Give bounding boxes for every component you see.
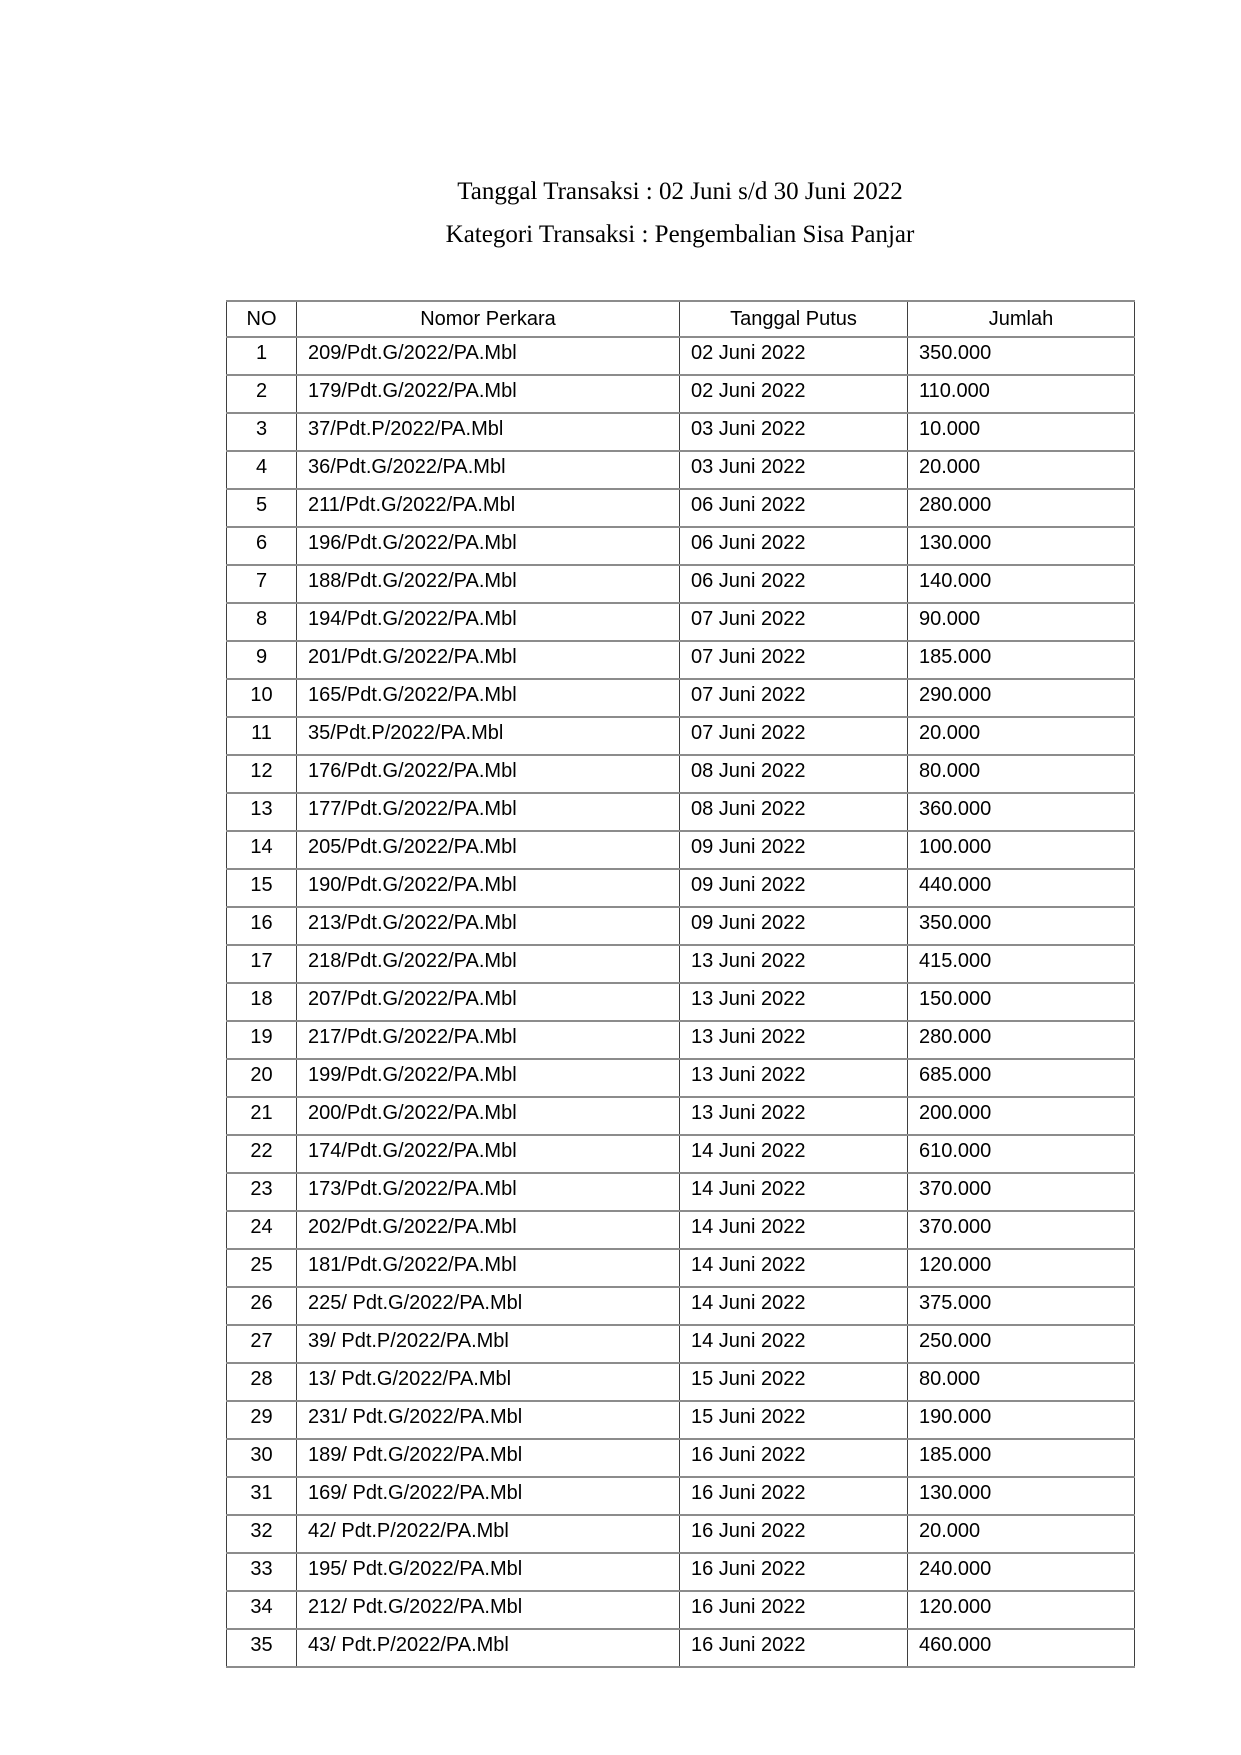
transaction-table — [226, 300, 1135, 1668]
cell-no: 33 — [227, 1553, 297, 1591]
cell-no: 16 — [227, 907, 297, 945]
cell-no: 23 — [227, 1173, 297, 1211]
cell-tanggal-putus: 14 Juni 2022 — [680, 1287, 908, 1325]
cell-no: 27 — [227, 1325, 297, 1363]
cell-jumlah: 350.000 — [908, 907, 1135, 945]
cell-nomor-perkara: 199/Pdt.G/2022/PA.Mbl — [297, 1059, 680, 1097]
cell-tanggal-putus: 16 Juni 2022 — [680, 1439, 908, 1477]
cell-no: 35 — [227, 1629, 297, 1667]
cell-no: 4 — [227, 451, 297, 489]
cell-tanggal-putus: 15 Juni 2022 — [680, 1363, 908, 1401]
cell-nomor-perkara: 165/Pdt.G/2022/PA.Mbl — [297, 679, 680, 717]
cell-jumlah: 185.000 — [908, 641, 1135, 679]
cell-jumlah: 80.000 — [908, 1363, 1135, 1401]
cell-no: 13 — [227, 793, 297, 831]
cell-nomor-perkara: 196/Pdt.G/2022/PA.Mbl — [297, 527, 680, 565]
cell-no: 34 — [227, 1591, 297, 1629]
cell-no: 2 — [227, 375, 297, 413]
table-row — [227, 641, 1135, 679]
cell-jumlah: 240.000 — [908, 1553, 1135, 1591]
table-row — [227, 1439, 1135, 1477]
cell-nomor-perkara: 179/Pdt.G/2022/PA.Mbl — [297, 375, 680, 413]
cell-nomor-perkara: 174/Pdt.G/2022/PA.Mbl — [297, 1135, 680, 1173]
cell-nomor-perkara: 35/Pdt.P/2022/PA.Mbl — [297, 717, 680, 755]
cell-nomor-perkara: 211/Pdt.G/2022/PA.Mbl — [297, 489, 680, 527]
cell-jumlah: 20.000 — [908, 451, 1135, 489]
cell-jumlah: 90.000 — [908, 603, 1135, 641]
table-row — [227, 1097, 1135, 1135]
cell-tanggal-putus: 09 Juni 2022 — [680, 907, 908, 945]
table-row — [227, 1021, 1135, 1059]
table-row — [227, 1401, 1135, 1439]
cell-tanggal-putus: 07 Juni 2022 — [680, 717, 908, 755]
cell-no: 26 — [227, 1287, 297, 1325]
cell-tanggal-putus: 13 Juni 2022 — [680, 1059, 908, 1097]
cell-tanggal-putus: 07 Juni 2022 — [680, 603, 908, 641]
cell-no: 18 — [227, 983, 297, 1021]
cell-tanggal-putus: 13 Juni 2022 — [680, 1097, 908, 1135]
table-row — [227, 375, 1135, 413]
cell-jumlah: 415.000 — [908, 945, 1135, 983]
cell-jumlah: 190.000 — [908, 1401, 1135, 1439]
cell-tanggal-putus: 07 Juni 2022 — [680, 679, 908, 717]
cell-jumlah: 120.000 — [908, 1591, 1135, 1629]
cell-jumlah: 350.000 — [908, 337, 1135, 375]
cell-tanggal-putus: 16 Juni 2022 — [680, 1477, 908, 1515]
cell-nomor-perkara: 37/Pdt.P/2022/PA.Mbl — [297, 413, 680, 451]
cell-tanggal-putus: 09 Juni 2022 — [680, 831, 908, 869]
cell-jumlah: 370.000 — [908, 1211, 1135, 1249]
column-header-tanggal-putus: Tanggal Putus — [680, 301, 908, 337]
cell-nomor-perkara: 212/ Pdt.G/2022/PA.Mbl — [297, 1591, 680, 1629]
cell-tanggal-putus: 14 Juni 2022 — [680, 1173, 908, 1211]
cell-nomor-perkara: 202/Pdt.G/2022/PA.Mbl — [297, 1211, 680, 1249]
table-row — [227, 1325, 1135, 1363]
cell-jumlah: 280.000 — [908, 489, 1135, 527]
cell-jumlah: 280.000 — [908, 1021, 1135, 1059]
cell-no: 19 — [227, 1021, 297, 1059]
cell-nomor-perkara: 201/Pdt.G/2022/PA.Mbl — [297, 641, 680, 679]
cell-tanggal-putus: 03 Juni 2022 — [680, 451, 908, 489]
cell-nomor-perkara: 13/ Pdt.G/2022/PA.Mbl — [297, 1363, 680, 1401]
cell-nomor-perkara: 200/Pdt.G/2022/PA.Mbl — [297, 1097, 680, 1135]
cell-jumlah: 290.000 — [908, 679, 1135, 717]
cell-no: 9 — [227, 641, 297, 679]
cell-nomor-perkara: 231/ Pdt.G/2022/PA.Mbl — [297, 1401, 680, 1439]
cell-tanggal-putus: 06 Juni 2022 — [680, 565, 908, 603]
cell-no: 21 — [227, 1097, 297, 1135]
cell-no: 15 — [227, 869, 297, 907]
cell-nomor-perkara: 190/Pdt.G/2022/PA.Mbl — [297, 869, 680, 907]
cell-nomor-perkara: 42/ Pdt.P/2022/PA.Mbl — [297, 1515, 680, 1553]
table-row — [227, 603, 1135, 641]
table-row — [227, 1059, 1135, 1097]
cell-nomor-perkara: 176/Pdt.G/2022/PA.Mbl — [297, 755, 680, 793]
title-kategori-transaksi: Kategori Transaksi : Pengembalian Sisa Panjar — [445, 221, 915, 248]
cell-nomor-perkara: 209/Pdt.G/2022/PA.Mbl — [297, 337, 680, 375]
cell-no: 17 — [227, 945, 297, 983]
cell-no: 25 — [227, 1249, 297, 1287]
cell-no: 3 — [227, 413, 297, 451]
cell-jumlah: 360.000 — [908, 793, 1135, 831]
cell-jumlah: 250.000 — [908, 1325, 1135, 1363]
cell-tanggal-putus: 07 Juni 2022 — [680, 641, 908, 679]
cell-tanggal-putus: 02 Juni 2022 — [680, 337, 908, 375]
cell-nomor-perkara: 217/Pdt.G/2022/PA.Mbl — [297, 1021, 680, 1059]
cell-jumlah: 20.000 — [908, 1515, 1135, 1553]
table-row — [227, 1515, 1135, 1553]
cell-no: 24 — [227, 1211, 297, 1249]
cell-jumlah: 440.000 — [908, 869, 1135, 907]
cell-jumlah: 140.000 — [908, 565, 1135, 603]
table-row — [227, 1629, 1135, 1667]
cell-nomor-perkara: 225/ Pdt.G/2022/PA.Mbl — [297, 1287, 680, 1325]
cell-jumlah: 200.000 — [908, 1097, 1135, 1135]
cell-nomor-perkara: 36/Pdt.G/2022/PA.Mbl — [297, 451, 680, 489]
cell-tanggal-putus: 02 Juni 2022 — [680, 375, 908, 413]
cell-jumlah: 80.000 — [908, 755, 1135, 793]
cell-no: 11 — [227, 717, 297, 755]
table-row — [227, 679, 1135, 717]
cell-tanggal-putus: 13 Juni 2022 — [680, 983, 908, 1021]
column-header-nomor-perkara: Nomor Perkara — [297, 301, 680, 337]
table-row — [227, 1553, 1135, 1591]
table-row — [227, 793, 1135, 831]
cell-jumlah: 150.000 — [908, 983, 1135, 1021]
cell-nomor-perkara: 194/Pdt.G/2022/PA.Mbl — [297, 603, 680, 641]
cell-tanggal-putus: 16 Juni 2022 — [680, 1591, 908, 1629]
cell-no: 1 — [227, 337, 297, 375]
cell-tanggal-putus: 06 Juni 2022 — [680, 489, 908, 527]
cell-no: 32 — [227, 1515, 297, 1553]
cell-tanggal-putus: 08 Juni 2022 — [680, 755, 908, 793]
cell-nomor-perkara: 218/Pdt.G/2022/PA.Mbl — [297, 945, 680, 983]
cell-jumlah: 185.000 — [908, 1439, 1135, 1477]
cell-no: 14 — [227, 831, 297, 869]
cell-tanggal-putus: 16 Juni 2022 — [680, 1553, 908, 1591]
column-header-no: NO — [227, 301, 297, 337]
cell-tanggal-putus: 14 Juni 2022 — [680, 1325, 908, 1363]
table-row — [227, 489, 1135, 527]
cell-jumlah: 100.000 — [908, 831, 1135, 869]
document-header — [226, 178, 1134, 248]
table-row — [227, 717, 1135, 755]
cell-no: 28 — [227, 1363, 297, 1401]
table-row — [227, 527, 1135, 565]
cell-tanggal-putus: 09 Juni 2022 — [680, 869, 908, 907]
table-row — [227, 755, 1135, 793]
table-row — [227, 869, 1135, 907]
table-row — [227, 945, 1135, 983]
cell-tanggal-putus: 14 Juni 2022 — [680, 1211, 908, 1249]
cell-no: 6 — [227, 527, 297, 565]
cell-no: 30 — [227, 1439, 297, 1477]
cell-no: 20 — [227, 1059, 297, 1097]
table-row — [227, 1363, 1135, 1401]
cell-nomor-perkara: 169/ Pdt.G/2022/PA.Mbl — [297, 1477, 680, 1515]
cell-tanggal-putus: 14 Juni 2022 — [680, 1249, 908, 1287]
cell-nomor-perkara: 39/ Pdt.P/2022/PA.Mbl — [297, 1325, 680, 1363]
cell-tanggal-putus: 14 Juni 2022 — [680, 1135, 908, 1173]
cell-jumlah: 130.000 — [908, 527, 1135, 565]
table-header-row — [227, 301, 1135, 337]
cell-no: 10 — [227, 679, 297, 717]
cell-tanggal-putus: 15 Juni 2022 — [680, 1401, 908, 1439]
cell-jumlah: 120.000 — [908, 1249, 1135, 1287]
table-row — [227, 1135, 1135, 1173]
table-row — [227, 1477, 1135, 1515]
table-row — [227, 831, 1135, 869]
cell-no: 29 — [227, 1401, 297, 1439]
table-row — [227, 983, 1135, 1021]
table-row — [227, 451, 1135, 489]
table-row — [227, 907, 1135, 945]
cell-no: 5 — [227, 489, 297, 527]
cell-no: 31 — [227, 1477, 297, 1515]
cell-jumlah: 110.000 — [908, 375, 1135, 413]
cell-nomor-perkara: 189/ Pdt.G/2022/PA.Mbl — [297, 1439, 680, 1477]
cell-nomor-perkara: 43/ Pdt.P/2022/PA.Mbl — [297, 1629, 680, 1667]
cell-nomor-perkara: 188/Pdt.G/2022/PA.Mbl — [297, 565, 680, 603]
cell-tanggal-putus: 16 Juni 2022 — [680, 1515, 908, 1553]
cell-jumlah: 610.000 — [908, 1135, 1135, 1173]
cell-jumlah: 130.000 — [908, 1477, 1135, 1515]
cell-tanggal-putus: 13 Juni 2022 — [680, 945, 908, 983]
table-row — [227, 1211, 1135, 1249]
column-header-jumlah: Jumlah — [908, 301, 1135, 337]
table-row — [227, 565, 1135, 603]
table-row — [227, 1249, 1135, 1287]
cell-tanggal-putus: 16 Juni 2022 — [680, 1629, 908, 1667]
title-tanggal-transaksi: Tanggal Transaksi : 02 Juni s/d 30 Juni 2022 — [457, 178, 903, 205]
cell-nomor-perkara: 207/Pdt.G/2022/PA.Mbl — [297, 983, 680, 1021]
cell-nomor-perkara: 213/Pdt.G/2022/PA.Mbl — [297, 907, 680, 945]
table-row — [227, 337, 1135, 375]
cell-tanggal-putus: 13 Juni 2022 — [680, 1021, 908, 1059]
cell-jumlah: 685.000 — [908, 1059, 1135, 1097]
cell-tanggal-putus: 06 Juni 2022 — [680, 527, 908, 565]
table-row — [227, 1591, 1135, 1629]
cell-nomor-perkara: 173/Pdt.G/2022/PA.Mbl — [297, 1173, 680, 1211]
cell-tanggal-putus: 08 Juni 2022 — [680, 793, 908, 831]
cell-jumlah: 10.000 — [908, 413, 1135, 451]
cell-tanggal-putus: 03 Juni 2022 — [680, 413, 908, 451]
cell-no: 7 — [227, 565, 297, 603]
cell-nomor-perkara: 181/Pdt.G/2022/PA.Mbl — [297, 1249, 680, 1287]
cell-nomor-perkara: 195/ Pdt.G/2022/PA.Mbl — [297, 1553, 680, 1591]
cell-nomor-perkara: 177/Pdt.G/2022/PA.Mbl — [297, 793, 680, 831]
table-body — [227, 337, 1135, 1667]
cell-jumlah: 370.000 — [908, 1173, 1135, 1211]
cell-nomor-perkara: 205/Pdt.G/2022/PA.Mbl — [297, 831, 680, 869]
table-row — [227, 413, 1135, 451]
cell-no: 12 — [227, 755, 297, 793]
cell-no: 8 — [227, 603, 297, 641]
cell-jumlah: 460.000 — [908, 1629, 1135, 1667]
cell-jumlah: 375.000 — [908, 1287, 1135, 1325]
table-row — [227, 1287, 1135, 1325]
cell-no: 22 — [227, 1135, 297, 1173]
table-row — [227, 1173, 1135, 1211]
cell-jumlah: 20.000 — [908, 717, 1135, 755]
